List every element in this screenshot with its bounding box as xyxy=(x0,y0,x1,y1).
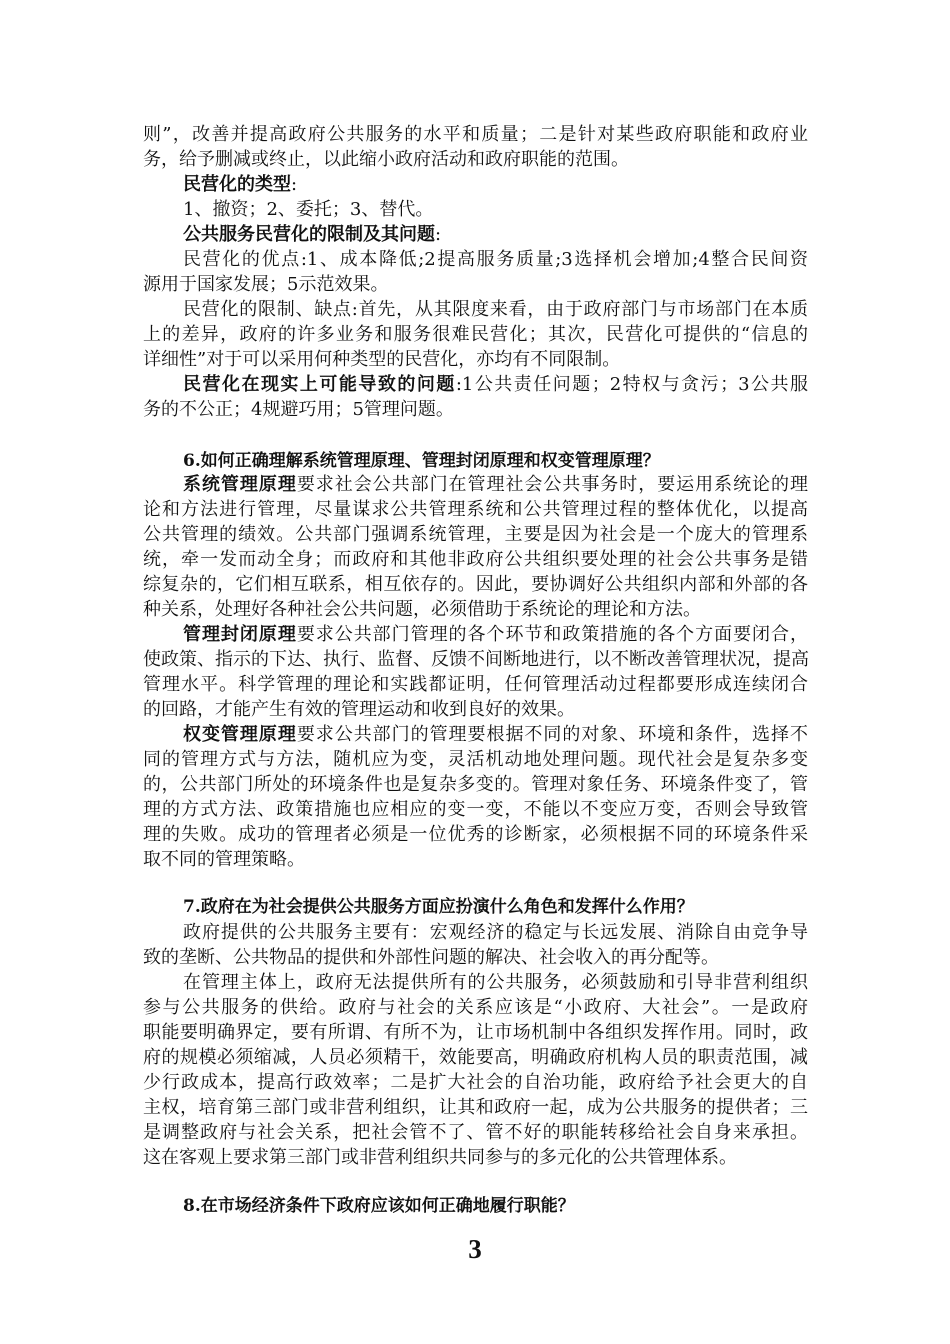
line-text: 府的规模必须缩减，人员必须精干，效能要高，明确政府机构人员的职责范围，减 xyxy=(143,1047,808,1068)
text-line xyxy=(143,222,808,247)
section-7-heading: 7.政府在为社会提供公共服务方面应扮演什么角色和发挥什么作用？ xyxy=(183,897,694,917)
line-text: 要求公共部门管理的各个环节和政策措施的各个方面要闭合， xyxy=(296,624,808,645)
text-line xyxy=(143,597,808,622)
text-line xyxy=(143,522,808,547)
line-text: 的回路，才能产生有效的管理运动和收到良好的效果。 xyxy=(143,699,575,720)
text-line xyxy=(143,1020,808,1045)
text-line xyxy=(143,747,808,772)
text-line xyxy=(143,322,808,347)
line-text: 源用于国家发展；5示范效果。 xyxy=(143,274,389,295)
line-text: :1公共责任问题；2特权与贪污；3公共服 xyxy=(455,374,809,395)
text-line xyxy=(143,272,808,297)
line-text: 务，给予删减或终止，以此缩小政府活动和政府职能的范围。 xyxy=(143,149,629,170)
paragraph xyxy=(143,472,808,622)
line-text: 管理水平。科学管理的理论和实践都证明，任何管理活动过程都要形成连续闭合 xyxy=(143,674,808,695)
text-line xyxy=(143,397,808,422)
line-text: 少行政成本，提高行政效率；二是扩大社会的自治功能，政府给予社会更大的自 xyxy=(143,1072,808,1093)
line-text: 则”，改善并提高政府公共服务的水平和质量；二是针对某些政府职能和政府业 xyxy=(143,124,808,145)
text-line xyxy=(143,572,808,597)
text-line xyxy=(143,1070,808,1095)
text-line xyxy=(143,772,808,797)
text-line xyxy=(143,822,808,847)
line-text: 要求社会公共部门在管理社会公共事务时，要运用系统论的理 xyxy=(296,474,808,495)
line-text: 参与公共服务的供给。政府与社会的关系应该是“小政府、大社会”。一是政府 xyxy=(143,997,808,1018)
paragraph xyxy=(143,970,808,1170)
line-text: : xyxy=(291,174,298,195)
line-text: 统，牵一发而动全身；而政府和其他非政府公共组织要处理的社会公共事务是错 xyxy=(143,549,808,570)
section-5-body xyxy=(143,122,808,422)
text-line xyxy=(143,995,808,1020)
line-text: : xyxy=(435,224,442,245)
line-text: 使政策、指示的下达、执行、监督、反馈不间断地进行，以不断改善管理状况，提高 xyxy=(143,649,809,670)
paragraph xyxy=(143,122,808,172)
text-line xyxy=(143,197,808,222)
paragraph xyxy=(143,920,808,970)
text-line xyxy=(143,497,808,522)
text-line xyxy=(143,722,808,747)
line-text: 民营化的优点:1、成本降低;2提高服务质量;3选择机会增加;4整合民间资 xyxy=(183,249,808,270)
text-line xyxy=(143,297,808,322)
line-text: 理的失败。成功的管理者必须是一位优秀的诊断家，必须根据不同的环境条件采 xyxy=(143,824,808,845)
section-6-body xyxy=(143,472,808,872)
text-line xyxy=(143,970,808,995)
text-line xyxy=(143,547,808,572)
line-text: 论和方法进行管理，尽量谋求公共管理系统和公共管理过程的整体优化，以提高 xyxy=(143,499,808,520)
text-line xyxy=(143,697,808,722)
line-text: 理的方式方法、政策措施也应相应的变一变，不能以不变应万变，否则会导致管 xyxy=(143,799,808,820)
text-line xyxy=(143,472,808,497)
page-number: 3 xyxy=(468,1234,482,1264)
section-7-body xyxy=(143,920,808,1170)
line-text: 公共管理的绩效。公共部门强调系统管理，主要是因为社会是一个庞大的管理系 xyxy=(143,524,808,545)
line-text: 是调整政府与社会关系，把社会管不了、管不好的职能转移给社会自身来承担。 xyxy=(143,1122,808,1143)
bold-term: 公共服务民营化的限制及其问题 xyxy=(183,224,435,245)
section-6-heading: 6.如何正确理解系统管理原理、管理封闭原理和权变管理原理？ xyxy=(183,451,660,471)
line-text: 在管理主体上，政府无法提供所有的公共服务，必须鼓励和引导非营利组织 xyxy=(183,972,808,993)
text-line xyxy=(143,1145,808,1170)
bold-term: 民营化在现实上可能导致的问题 xyxy=(183,374,456,395)
paragraph xyxy=(143,372,808,422)
line-text: 上的差异，政府的许多业务和服务很难民营化；其次，民营化可提供的“信息的 xyxy=(143,324,808,345)
line-text: 综复杂的，它们相互联系，相互依存的。因此，要协调好公共组织内部和外部的各 xyxy=(143,574,808,595)
paragraph xyxy=(143,247,808,297)
line-text: 政府提供的公共服务主要有：宏观经济的稳定与长远发展、消除自由竞争导 xyxy=(183,922,808,943)
text-line xyxy=(143,945,808,970)
text-line xyxy=(143,647,808,672)
paragraph xyxy=(143,622,808,722)
text-line xyxy=(143,372,808,397)
bold-term: 权变管理原理 xyxy=(183,724,297,745)
line-text: 种关系，处理好各种社会公共问题，必须借助于系统论的理论和方法。 xyxy=(143,599,701,620)
line-text: 职能要明确界定，要有所谓、有所不为，让市场机制中各组织发挥作用。同时，政 xyxy=(143,1022,808,1043)
paragraph xyxy=(143,297,808,372)
text-line xyxy=(143,1095,808,1120)
line-text: 要求公共部门的管理要根据不同的对象、环境和条件，选择不 xyxy=(296,724,808,745)
text-line xyxy=(143,122,808,147)
line-text: 这在客观上要求第三部门或非营利组织共同参与的多元化的公共管理体系。 xyxy=(143,1147,737,1168)
bold-term: 系统管理原理 xyxy=(183,474,297,495)
bold-term: 民营化的类型 xyxy=(183,174,291,195)
text-line xyxy=(143,147,808,172)
line-text: 1、撤资；2、委托；3、替代。 xyxy=(183,199,434,220)
line-text: 致的垄断、公共物品的提供和外部性问题的解决、社会收入的再分配等。 xyxy=(143,947,719,968)
paragraph xyxy=(143,197,808,222)
line-text: 同的管理方式与方法，随机应为变，灵活机动地处理问题。现代社会是复杂多变 xyxy=(143,749,808,770)
line-text: 取不同的管理策略。 xyxy=(143,849,305,870)
line-text: 详细性”对于可以采用何种类型的民营化，亦均有不同限制。 xyxy=(143,349,621,370)
text-line xyxy=(143,172,808,197)
section-8-heading: 8.在市场经济条件下政府应该如何正确地履行职能？ xyxy=(183,1196,575,1216)
bold-term: 管理封闭原理 xyxy=(183,624,297,645)
paragraph xyxy=(143,172,808,197)
text-line xyxy=(143,347,808,372)
text-line xyxy=(143,847,808,872)
line-text: 主权，培育第三部门或非营利组织，让其和政府一起，成为公共服务的提供者；三 xyxy=(143,1097,808,1118)
text-line xyxy=(143,1120,808,1145)
text-line xyxy=(143,1045,808,1070)
text-line xyxy=(143,797,808,822)
paragraph xyxy=(143,722,808,872)
text-line xyxy=(143,247,808,272)
line-text: 务的不公正；4规避巧用；5管理问题。 xyxy=(143,399,454,420)
text-line xyxy=(143,622,808,647)
line-text: 民营化的限制、缺点:首先，从其限度来看，由于政府部门与市场部门在本质 xyxy=(183,299,808,320)
line-text: 的，公共部门所处的环境条件也是复杂多变的。管理对象任务、环境条件变了，管 xyxy=(143,774,808,795)
text-line xyxy=(143,672,808,697)
text-line xyxy=(143,920,808,945)
paragraph xyxy=(143,222,808,247)
